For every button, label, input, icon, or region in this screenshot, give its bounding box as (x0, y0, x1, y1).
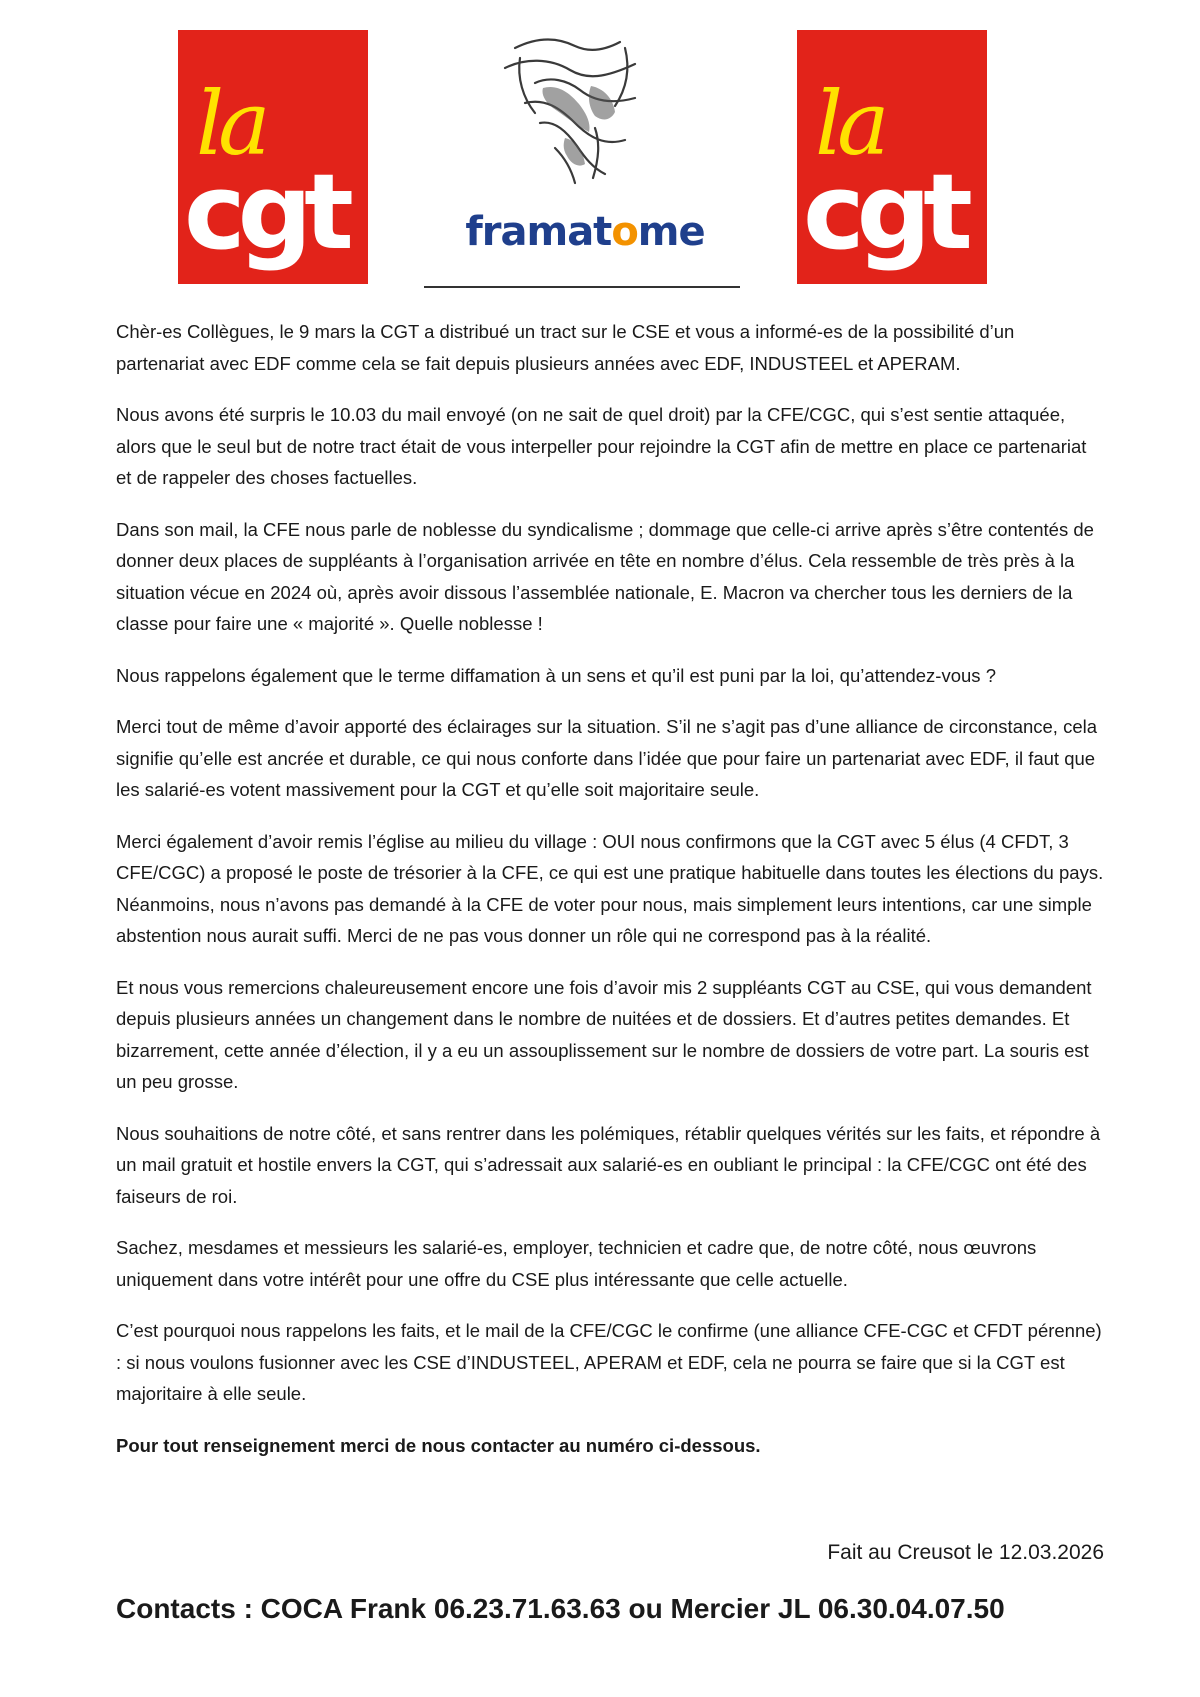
cgt-logo-la-text: la (196, 72, 265, 175)
cgt-logo-cgt-text: cgt (184, 151, 346, 273)
paragraph: Nous souhaitions de notre côté, et sans rentrer dans les polémiques, rétablir quelques vérités sur les faits, et répondre à un mail gratuit et hostile envers la CGT, qui s’adressait aux salarié-es en oubliant le principal : la CFE/CGC ont été des faiseurs de roi. (116, 1122, 1101, 1207)
contact-request-line: Pour tout renseignement merci de nous contacter au numéro ci-dessous. (116, 1434, 761, 1456)
paragraph: Merci également d’avoir remis l’église au milieu du village : OUI nous confirmons que la CGT avec 5 élus (4 CFDT, 3 CFE/CGC) a proposé le poste de trésorier à la CFE, ce qui est une pratique habituelle dans toutes les élections du pays. Néanmoins, nous n’avons pas demandé à la CFE de voter pour nous, mais simplement leurs intentions, car une simple abstention nous aurait suffi. Merci de ne pas vous donner un rôle qui ne correspond pas à la réalité. (116, 830, 1104, 946)
contacts-line: Contacts : COCA Frank 06.23.71.63.63 ou Mercier JL 06.30.04.07.50 (116, 1593, 1005, 1624)
framatome-underline (424, 286, 740, 288)
paragraph: Nous rappelons également que le terme diffamation à un sens et qu’il est puni par la loi, qu’attendez-vous ? (116, 664, 996, 686)
cgt-logo-la-text: la (815, 72, 884, 175)
paragraph: Sachez, mesdames et messieurs les salarié-es, employer, technicien et cadre que, de notre côté, nous œuvrons uniquement dans votre intérêt pour une offre du CSE plus intéressante que celle actuelle. (116, 1237, 1037, 1290)
paragraph: C’est pourquoi nous rappelons les faits, et le mail de la CFE/CGC le confirme (une alliance CFE-CGC et CFDT pérenne) : si nous voulons fusionner avec les CSE d’INDUSTEEL, APERAM et EDF, cela ne pourra se faire que si la CGT est majoritaire à elle seule. (116, 1320, 1102, 1404)
letter-body (116, 316, 1106, 1481)
paragraph: Merci tout de même d’avoir apporté des éclairages sur la situation. S’il ne s’agit pas d’une alliance de circonstance, cela signifie qu’elle est ancrée et durable, ce qui nous conforte dans l’idée que pour faire un partenariat avec EDF, il faut que les salarié-es votent massivement pour la CGT et qu’elle soit majoritaire seule. (116, 716, 1098, 800)
cgt-logo-cgt-text: cgt (803, 151, 965, 273)
paragraph: Nous avons été surpris le 10.03 du mail envoyé (on ne sait de quel droit) par la CFE/CGC, qui s’est sentie attaquée, alors que le seul but de notre tract était de vous interpeller pour rejoindre la CGT afin de mettre en place ce partenariat et de rappeler des choses factuelles. (116, 404, 1087, 488)
paragraph: Chèr-es Collègues, le 9 mars la CGT a distribué un tract sur le CSE et vous a informé-es de la possibilité d’un partenariat avec EDF comme cela se fait depuis plusieurs années avec EDF, INDUSTEEL et APERAM. (116, 321, 1015, 374)
framatome-wordmark: framatome (465, 209, 705, 255)
cgt-logo-right (797, 30, 987, 284)
place-date-signoff: Fait au Creusot le 12.03.2026 (827, 1541, 1104, 1564)
handshake-icon (495, 28, 655, 198)
letterhead (0, 0, 1200, 300)
paragraph: Dans son mail, la CFE nous parle de noblesse du syndicalisme ; dommage que celle-ci arrive après s’être contentés de donner deux places de suppléants à l’organisation arrivée en tête en nombre d’élus. Cela ressemble de très près à la situation vécue en 2024 où, après avoir dissous l’assemblée nationale, E. Macron va chercher tous les derniers de la classe pour faire une « majorité ». Quelle noblesse ! (116, 518, 1094, 634)
cgt-logo-left (178, 30, 368, 284)
framatome-accent-letter: o (611, 209, 638, 255)
paragraph: Et nous vous remercions chaleureusement encore une fois d’avoir mis 2 suppléants CGT au CSE, qui vous demandent depuis plusieurs années un changement dans le nombre de nuitées et de dossiers. Et d’autres petites demandes. Et bizarrement, cette année d’élection, il y a eu un assouplissement sur le nombre de dossiers de votre part. La souris est un peu grosse. (116, 976, 1092, 1092)
framatome-logo (440, 209, 730, 255)
